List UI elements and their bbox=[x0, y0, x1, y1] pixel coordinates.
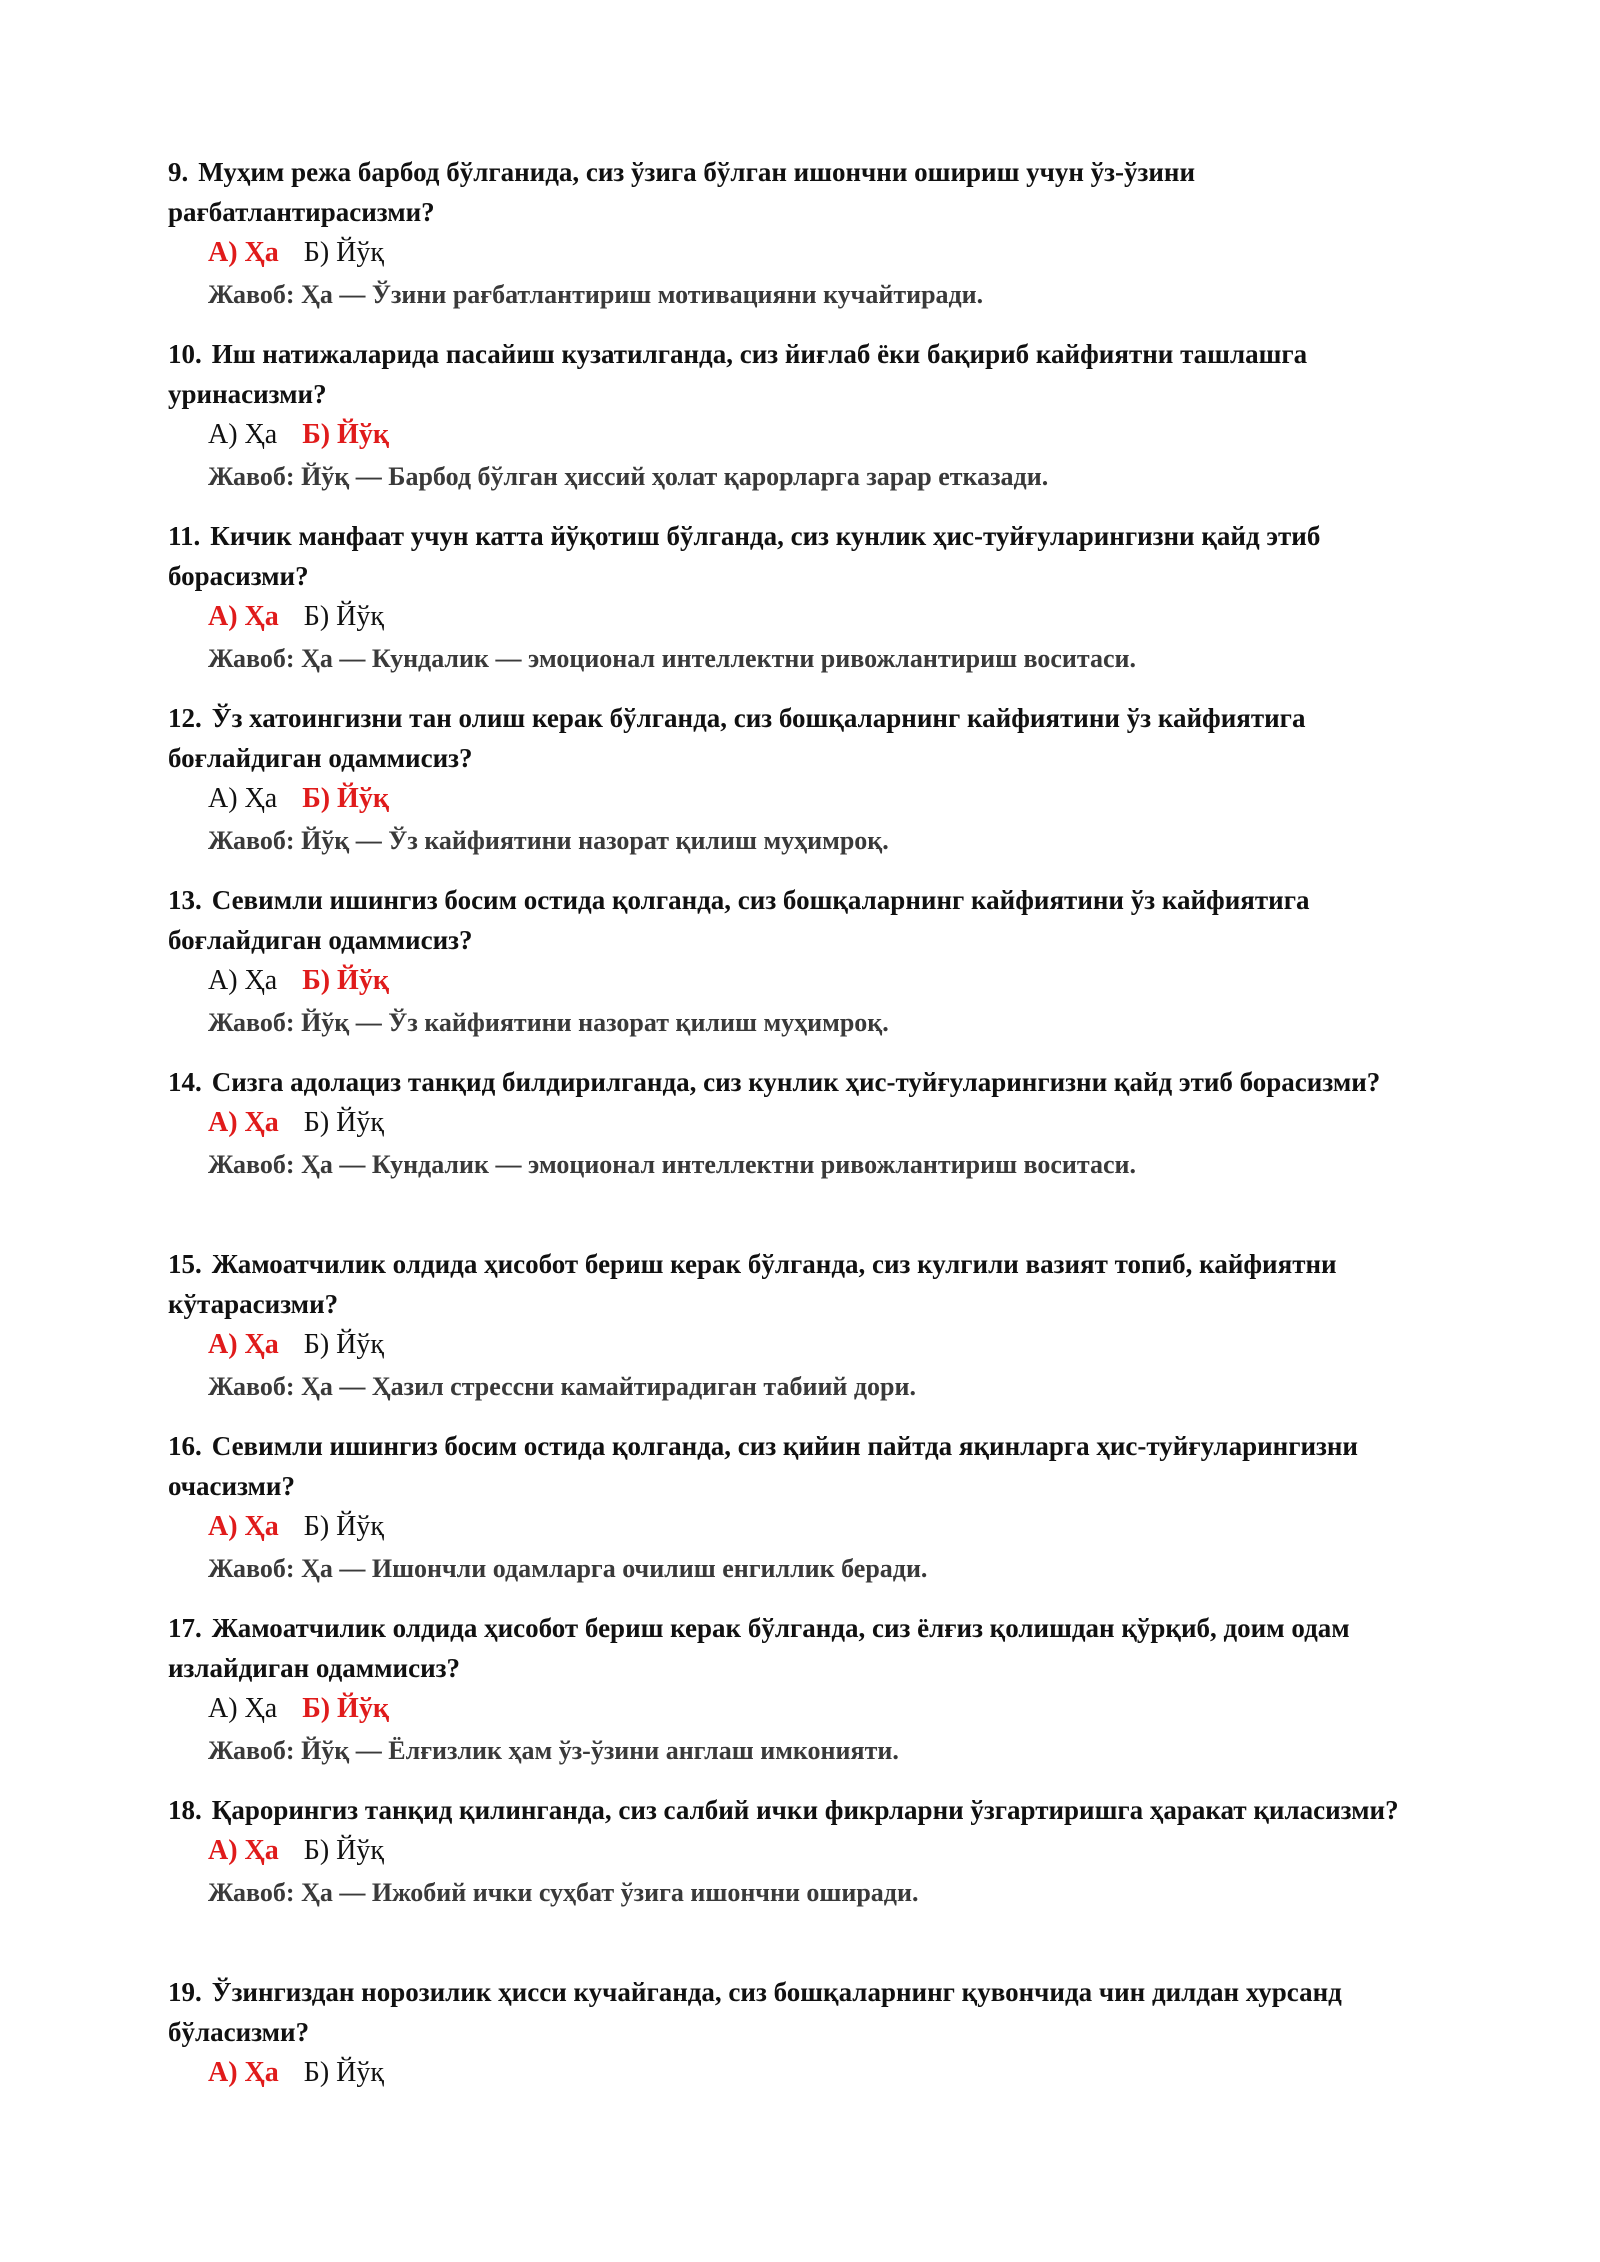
question-number: 9. bbox=[168, 157, 189, 187]
answer-explanation: Жавоб: Йўқ — Барбод бўлган ҳиссий ҳолат қарорларга зарар етказади. bbox=[208, 462, 1049, 491]
question-text bbox=[168, 698, 1433, 778]
option-a[interactable]: А) Ҳа bbox=[208, 1107, 279, 1138]
option-a[interactable]: А) Ҳа bbox=[208, 601, 279, 632]
option-a[interactable]: А) Ҳа bbox=[208, 237, 279, 268]
question-number: 13. bbox=[168, 885, 202, 915]
question-number: 10. bbox=[168, 339, 202, 369]
options-row bbox=[208, 960, 1438, 1002]
question-item bbox=[168, 880, 1438, 1062]
option-b[interactable]: Б) Йўқ bbox=[302, 1693, 389, 1724]
answer-explanation: Жавоб: Ҳа — Кундалик — эмоционал интеллектни ривожлантириш воситаси. bbox=[208, 1150, 1137, 1179]
question-number: 18. bbox=[168, 1795, 202, 1825]
question-number: 15. bbox=[168, 1249, 202, 1279]
question-item bbox=[168, 1790, 1438, 1972]
option-a[interactable]: А) Ҳа bbox=[208, 1693, 278, 1724]
question-item bbox=[168, 516, 1438, 698]
answer-explanation: Жавоб: Йўқ — Ёлғизлик ҳам ўз-ўзини англаш имконияти. bbox=[208, 1736, 899, 1765]
question-text bbox=[168, 880, 1433, 960]
question-body: Жамоатчилик олдида ҳисобот бериш керак бўлганда, сиз кулгили вазият топиб, кайфиятни кўтарасизми? bbox=[168, 1249, 1337, 1319]
option-b[interactable]: Б) Йўқ bbox=[303, 2057, 384, 2088]
option-b[interactable]: Б) Йўқ bbox=[303, 237, 384, 268]
question-item bbox=[168, 1244, 1438, 1426]
question-item bbox=[168, 152, 1438, 334]
options-row bbox=[208, 414, 1438, 456]
question-body: Сизга адолациз танқид билдирилганда, сиз кунлик ҳис-туйғуларингизни қайд этиб борасизми? bbox=[211, 1067, 1381, 1097]
options-row bbox=[208, 778, 1438, 820]
answer-explanation: Жавоб: Йўқ — Ўз кайфиятини назорат қилиш муҳимроқ. bbox=[208, 1008, 889, 1037]
option-a[interactable]: А) Ҳа bbox=[208, 1329, 279, 1360]
answer-explanation: Жавоб: Ҳа — Ҳазил стрессни камайтирадиган табиий дори. bbox=[208, 1372, 916, 1401]
question-text bbox=[168, 516, 1433, 596]
options-row bbox=[208, 1324, 1438, 1366]
option-b[interactable]: Б) Йўқ bbox=[302, 783, 389, 814]
question-item bbox=[168, 1608, 1438, 1790]
option-a[interactable]: А) Ҳа bbox=[208, 2057, 279, 2088]
question-item bbox=[168, 1426, 1438, 1608]
option-b[interactable]: Б) Йўқ bbox=[303, 1511, 384, 1542]
question-body: Севимли ишингиз босим остида қолганда, сиз бошқаларнинг кайфиятини ўз кайфиятига боғлайдиган одаммисиз? bbox=[168, 885, 1310, 955]
question-number: 17. bbox=[168, 1613, 202, 1643]
question-text bbox=[168, 334, 1433, 414]
question-text bbox=[168, 1972, 1433, 2052]
option-a[interactable]: А) Ҳа bbox=[208, 965, 278, 996]
question-number: 11. bbox=[168, 521, 201, 551]
option-b[interactable]: Б) Йўқ bbox=[303, 1329, 384, 1360]
question-body: Ўзингиздан норозилик ҳисси кучайганда, сиз бошқаларнинг қувончида чин дилдан хурсанд бўласизми? bbox=[168, 1977, 1342, 2047]
question-number: 14. bbox=[168, 1067, 202, 1097]
option-b[interactable]: Б) Йўқ bbox=[302, 419, 389, 450]
question-text bbox=[168, 152, 1433, 232]
question-body: Ўз хатоингизни тан олиш керак бўлганда, сиз бошқаларнинг кайфиятини ўз кайфиятига боғлайдиган одаммисиз? bbox=[168, 703, 1306, 773]
answer-explanation: Жавоб: Йўқ — Ўз кайфиятини назорат қилиш муҳимроқ. bbox=[208, 826, 889, 855]
option-b[interactable]: Б) Йўқ bbox=[302, 965, 389, 996]
question-number: 16. bbox=[168, 1431, 202, 1461]
question-text bbox=[168, 1608, 1433, 1688]
question-number: 12. bbox=[168, 703, 202, 733]
question-list bbox=[168, 152, 1438, 2154]
question-item bbox=[168, 698, 1438, 880]
option-a[interactable]: А) Ҳа bbox=[208, 419, 278, 450]
option-a[interactable]: А) Ҳа bbox=[208, 1511, 279, 1542]
question-number: 19. bbox=[168, 1977, 202, 2007]
options-row bbox=[208, 1688, 1438, 1730]
question-text bbox=[168, 1062, 1433, 1102]
options-row bbox=[208, 1506, 1438, 1548]
question-item bbox=[168, 334, 1438, 516]
options-row bbox=[208, 2052, 1438, 2094]
answer-explanation: Жавоб: Ҳа — Ишончли одамларга очилиш енгиллик беради. bbox=[208, 1554, 928, 1583]
question-item bbox=[168, 1972, 1438, 2154]
question-text bbox=[168, 1244, 1433, 1324]
question-body: Қарорингиз танқид қилинганда, сиз салбий ички фикрларни ўзгартиришга ҳаракат қиласизми? bbox=[211, 1795, 1399, 1825]
option-b[interactable]: Б) Йўқ bbox=[303, 1107, 384, 1138]
option-b[interactable]: Б) Йўқ bbox=[303, 1835, 384, 1866]
question-item bbox=[168, 1062, 1438, 1244]
options-row bbox=[208, 232, 1438, 274]
option-b[interactable]: Б) Йўқ bbox=[303, 601, 384, 632]
options-row bbox=[208, 1830, 1438, 1872]
question-text bbox=[168, 1790, 1433, 1830]
question-body: Севимли ишингиз босим остида қолганда, сиз қийин пайтда яқинларга ҳис-туйғуларингизни очасизми? bbox=[168, 1431, 1358, 1501]
question-text bbox=[168, 1426, 1433, 1506]
question-body: Кичик манфаат учун катта йўқотиш бўлганда, сиз кунлик ҳис-туйғуларингизни қайд этиб борасизми? bbox=[168, 521, 1321, 591]
option-a[interactable]: А) Ҳа bbox=[208, 783, 278, 814]
question-body: Иш натижаларида пасайиш кузатилганда, сиз йиғлаб ёки бақириб кайфиятни ташлашга уринасизми? bbox=[168, 339, 1308, 409]
answer-explanation: Жавоб: Ҳа — Ўзини рағбатлантириш мотивацияни кучайтиради. bbox=[208, 280, 984, 309]
options-row bbox=[208, 596, 1438, 638]
question-body: Муҳим режа барбод бўлганида, сиз ўзига бўлган ишончни ошириш учун ўз-ўзини рағбатлантирасизми? bbox=[168, 157, 1196, 227]
answer-explanation: Жавоб: Ҳа — Кундалик — эмоционал интеллектни ривожлантириш воситаси. bbox=[208, 644, 1137, 673]
option-a[interactable]: А) Ҳа bbox=[208, 1835, 279, 1866]
options-row bbox=[208, 1102, 1438, 1144]
question-body: Жамоатчилик олдида ҳисобот бериш керак бўлганда, сиз ёлғиз қолишдан қўрқиб, доим одам излайдиган одаммисиз? bbox=[168, 1613, 1350, 1683]
answer-explanation: Жавоб: Ҳа — Ижобий ички суҳбат ўзига ишончни оширади. bbox=[208, 1878, 919, 1907]
